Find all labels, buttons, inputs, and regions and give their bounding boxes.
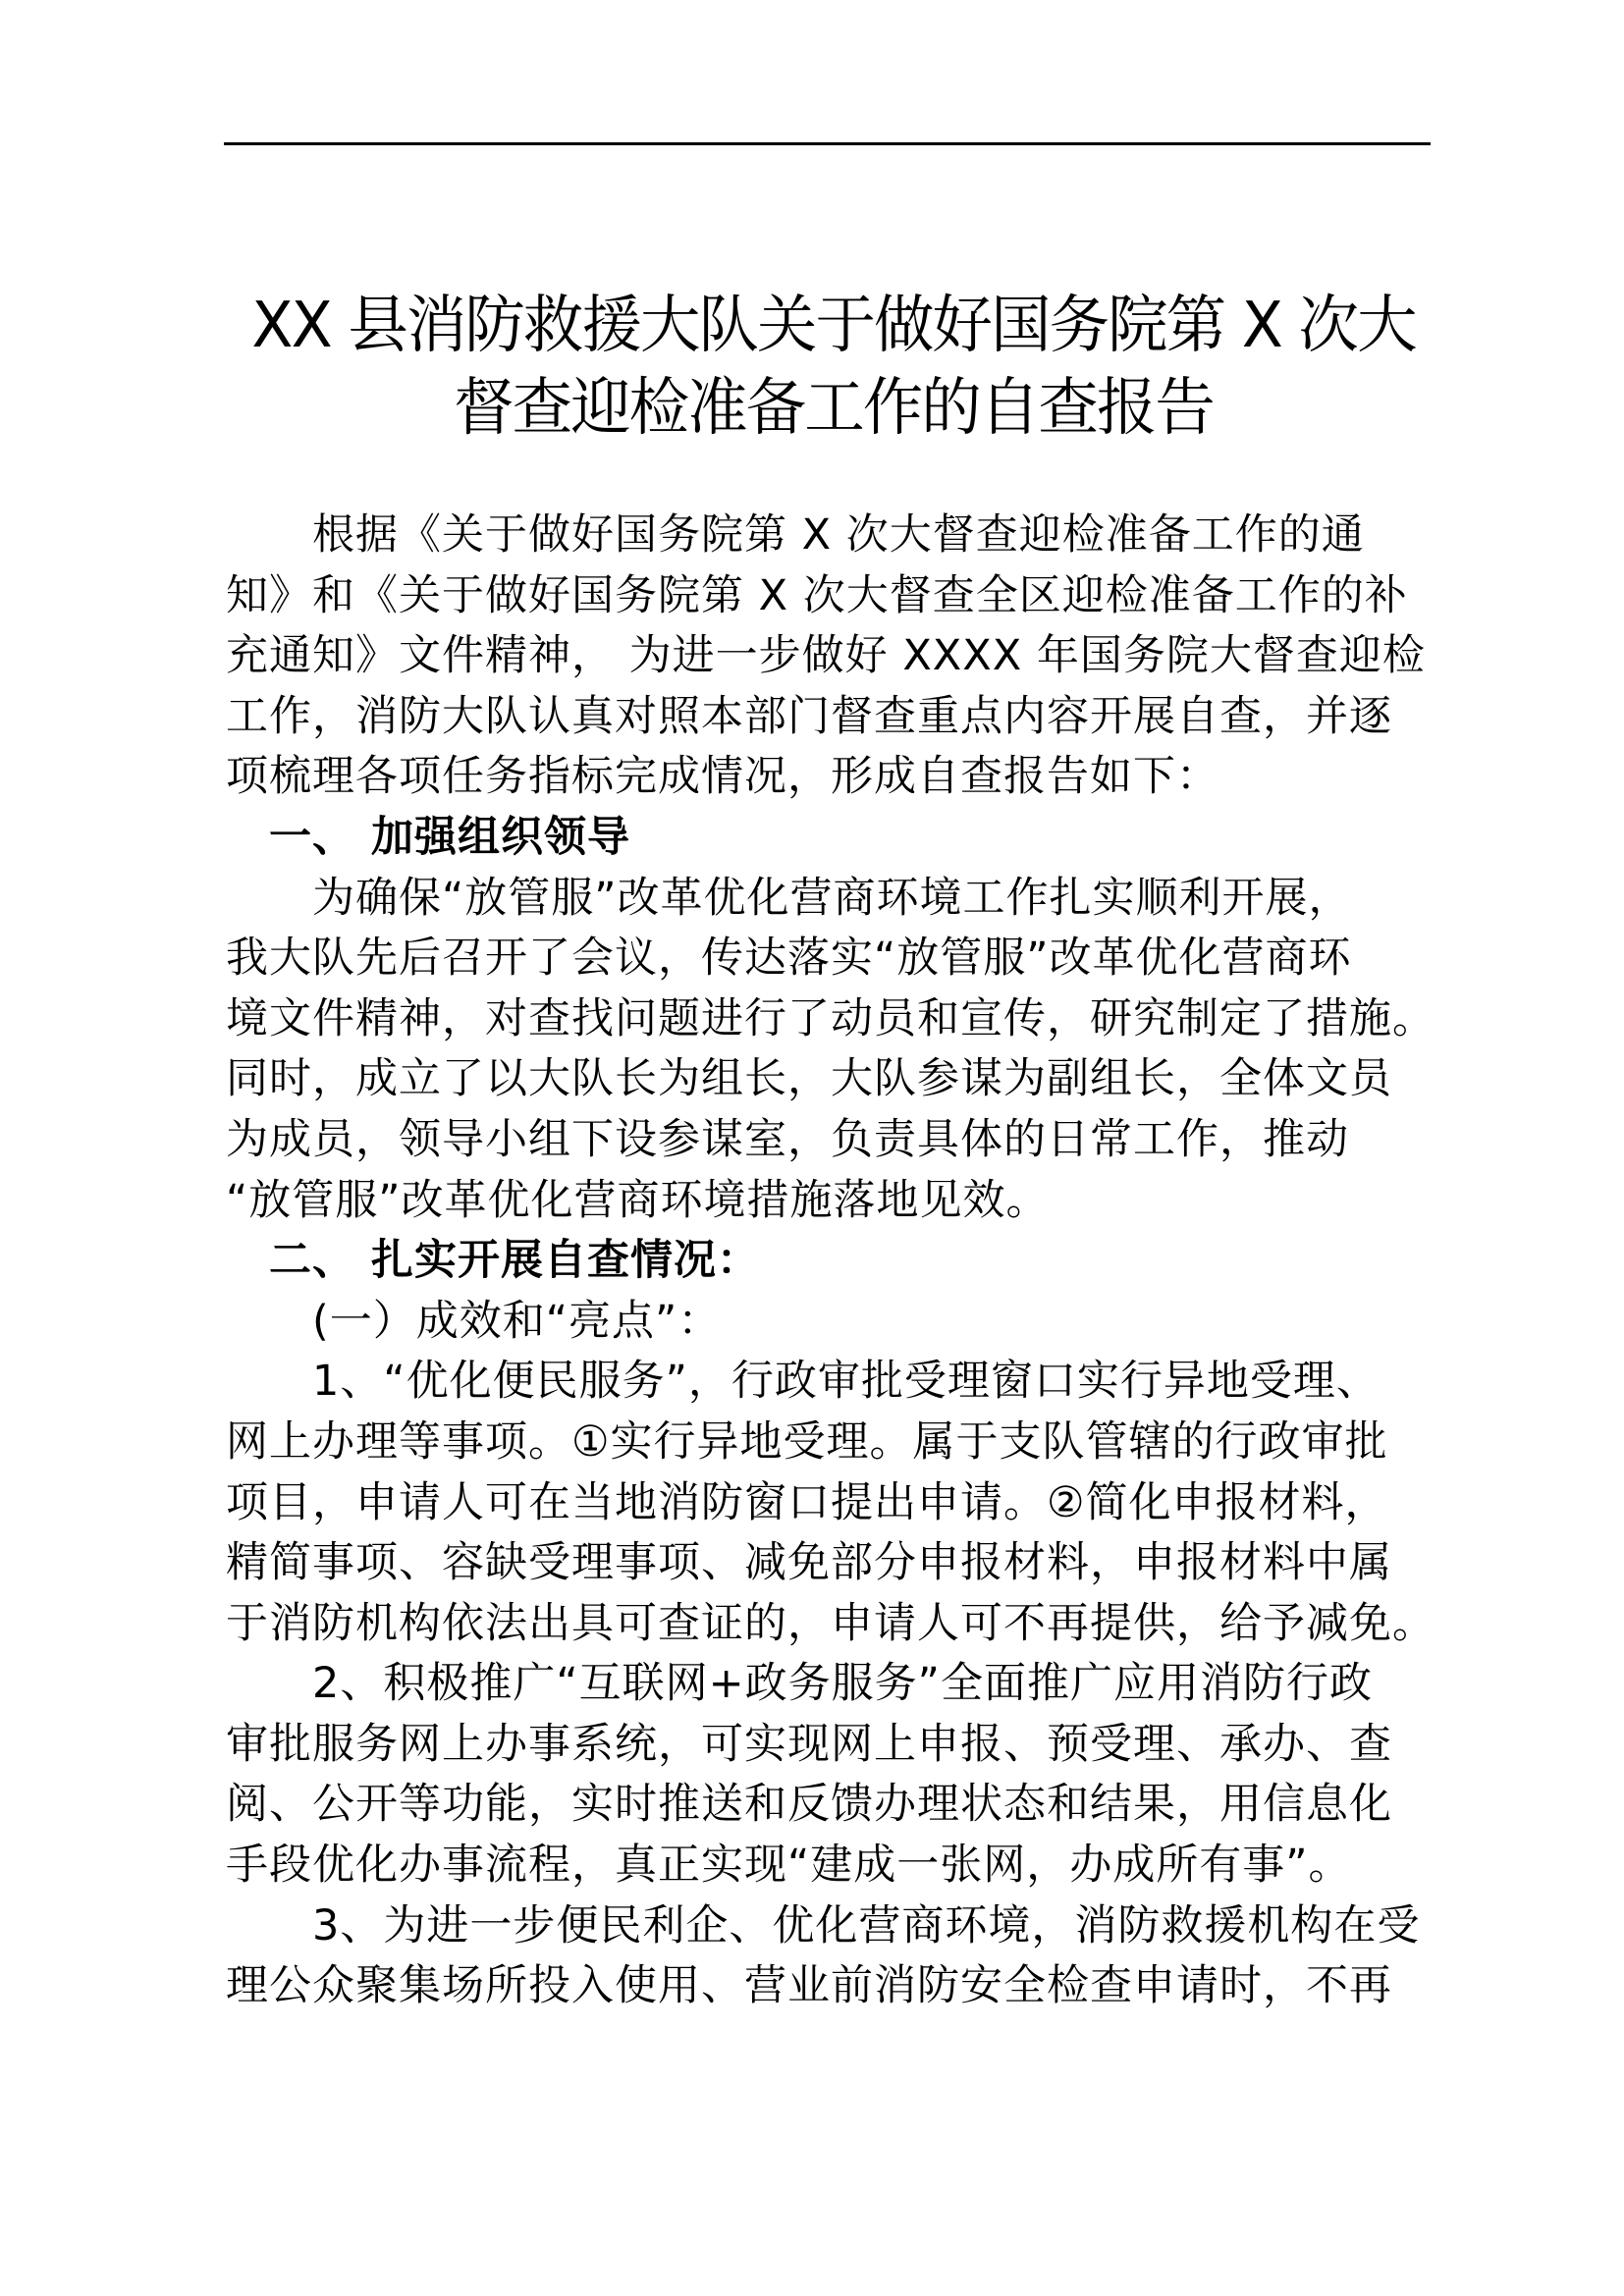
text-line: (一）成效和“亮点”： — [226, 1296, 722, 1346]
text-line: 同时，成立了以大队长为组长，大队参谋为副组长，全体文员 — [226, 1054, 1392, 1104]
section-heading-2 — [226, 1231, 1445, 1292]
text-line: 项目，申请人可在当地消防窗口提出申请。②简化申报材料， — [226, 1477, 1388, 1527]
text-line: 知》和《关于做好国务院第 X 次大督查全区迎检准备工作的补 — [226, 570, 1408, 620]
text-line: “放管服”改革优化营商环境措施落地见效。 — [226, 1175, 1050, 1225]
section-1-paragraph — [226, 869, 1445, 1232]
text-line: 工作，消防大队认真对照本部门督查重点内容开展自查，并逐 — [226, 691, 1392, 741]
text-line: 3、为进一步便民利企、优化营商环境，消防救援机构在受 — [226, 1900, 1421, 1950]
text-line: 理公众聚集场所投入使用、营业前消防安全检查申请时，不再 — [226, 1961, 1392, 2011]
heading-text: 二、 扎实开展自查情况： — [226, 1236, 760, 1286]
subsection-heading-1 — [226, 1292, 1445, 1353]
text-line: 手段优化办事流程，真正实现“建成一张网，办成所有事”。 — [226, 1841, 1352, 1891]
item-1-paragraph — [226, 1352, 1445, 1654]
text-line: 项梳理各项任务指标完成情况，形成自查报告如下： — [226, 752, 1219, 802]
text-line: 阅、公开等功能，实时推送和反馈办理状态和结果，用信息化 — [226, 1780, 1392, 1830]
text-line: 为确保“放管服”改革优化营商环境工作扎实顺利开展， — [226, 873, 1352, 923]
title-line-2: 督查迎检准备工作的自查报告 — [454, 372, 1214, 445]
text-line: 于消防机构依法出具可查证的，申请人可不再提供，给予减免。 — [226, 1598, 1435, 1648]
heading-text: 一、 加强组织领导 — [226, 812, 630, 862]
text-line: 精简事项、容缺受理事项、减免部分申报材料，申报材料中属 — [226, 1538, 1392, 1588]
text-line: 充通知》文件精神， 为进一步做好 XXXX 年国务院大督查迎检 — [226, 631, 1426, 681]
item-3-paragraph — [226, 1896, 1445, 2017]
text-line: 2、积极推广“互联网+政务服务”全面推广应用消防行政 — [226, 1659, 1373, 1709]
text-line: 我大队先后召开了会议，传达落实“放管服”改革优化营商环 — [226, 934, 1352, 984]
text-line: 1、“优化便民服务”，行政审批受理窗口实行异地受理、 — [226, 1357, 1380, 1407]
header-rule — [224, 142, 1431, 145]
text-line: 审批服务网上办事系统，可实现网上申报、预受理、承办、查 — [226, 1719, 1392, 1769]
text-line: 根据《关于做好国务院第 X 次大督查迎检准备工作的通 — [226, 510, 1365, 560]
intro-paragraph — [226, 506, 1445, 808]
text-line: 网上办理等事项。①实行异地受理。属于支队管辖的行政审批 — [226, 1416, 1388, 1467]
text-line: 境文件精神，对查找问题进行了动员和宣传，研究制定了措施。 — [226, 993, 1435, 1043]
document-title — [248, 285, 1419, 450]
text-line: 为成员，领导小组下设参谋室，负责具体的日常工作，推动 — [226, 1114, 1349, 1164]
item-2-paragraph — [226, 1654, 1445, 1896]
document-body — [226, 506, 1445, 2017]
title-line-1: XX 县消防救援大队关于做好国务院第 X 次大 — [251, 290, 1416, 362]
section-heading-1 — [226, 808, 1445, 869]
